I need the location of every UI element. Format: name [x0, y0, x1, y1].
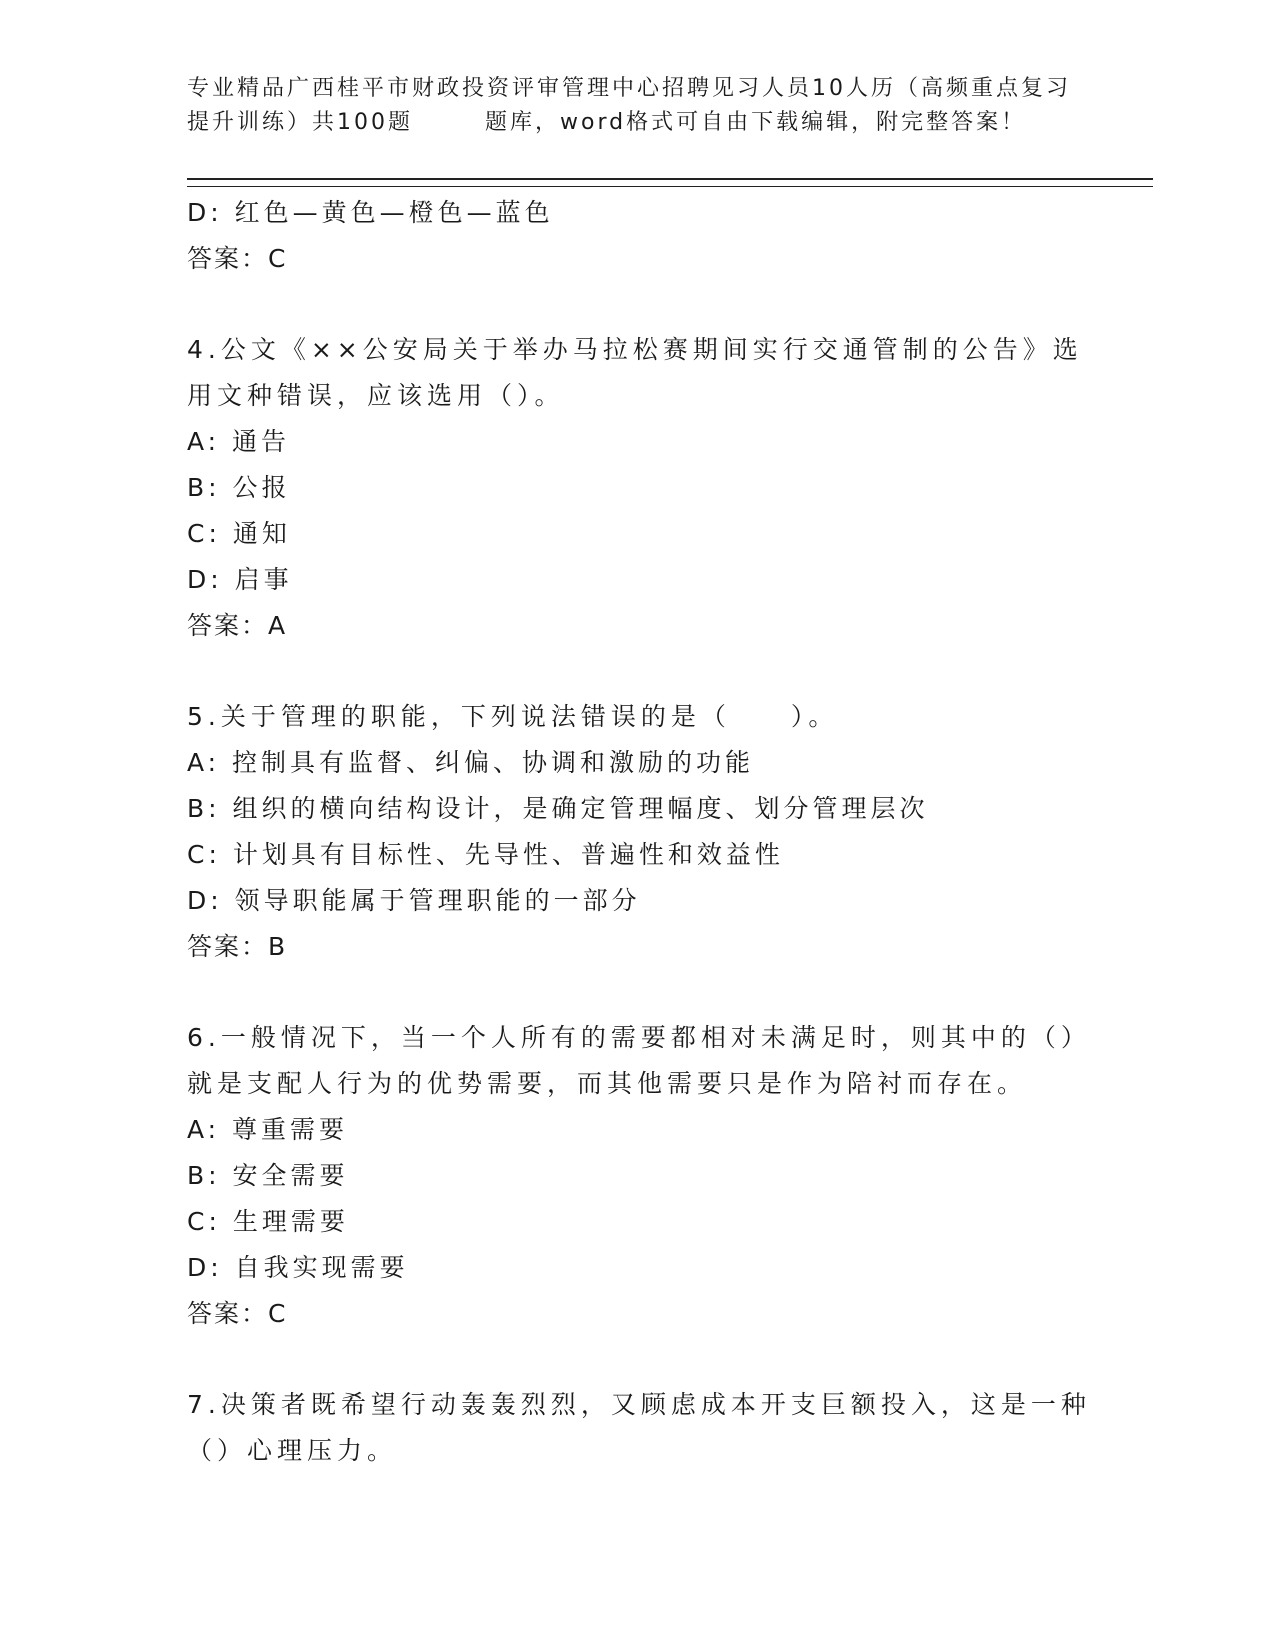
question-5-answer: 答案：B: [187, 932, 288, 961]
header-title-line-2-left: 提升训练）共100题: [187, 110, 413, 135]
page-header: [187, 72, 1087, 140]
header-divider: [187, 178, 1153, 187]
question-6-option-b: B: 安全需要: [187, 1161, 349, 1190]
question-6-option-a: A: 尊重需要: [187, 1115, 349, 1144]
question-6-text-line: 就是支配人行为的优势需要，而其他需要只是作为陪衬而存在。: [187, 1069, 1028, 1098]
question-4-answer: 答案：A: [187, 611, 288, 640]
question-6-text: [187, 1015, 1091, 1107]
header-title-line-2-right: 题库，word格式可自由下载编辑，附完整答案！: [485, 110, 1027, 135]
question-4-option-a: A: 通告: [187, 427, 291, 456]
question-4-option-d: D: 启事: [187, 565, 293, 594]
document-body: [187, 190, 1091, 1474]
question-5-option-c: C: 计划具有目标性、先导性、普遍性和效益性: [187, 840, 784, 869]
question-7-text-line: 7.决策者既希望行动轰轰烈烈，又顾虑成本开支巨额投入，这是一种: [187, 1390, 1091, 1419]
question-4-option-b: B: 公报: [187, 473, 291, 502]
header-title-line-2: [187, 106, 1087, 140]
question-5-option-d: D: 领导职能属于管理职能的一部分: [187, 886, 641, 915]
question-6-option-d: D: 自我实现需要: [187, 1253, 409, 1282]
question-4-option-c: C: 通知: [187, 519, 291, 548]
question-3-option-d: D: 红色—黄色—橙色—蓝色: [187, 198, 554, 227]
question-5-text: [187, 694, 1087, 740]
question-4-text-line: 用文种错误，应该选用（）。: [187, 381, 565, 410]
question-5-option-a: A: 控制具有监督、纠偏、协调和激励的功能: [187, 748, 755, 777]
question-6-answer: 答案：C: [187, 1299, 288, 1328]
question-4-text: [187, 327, 1087, 419]
question-5-option-b: B: 组织的横向结构设计，是确定管理幅度、划分管理层次: [187, 794, 929, 823]
question-3-answer: 答案：C: [187, 244, 288, 273]
question-5-text-line: 5.关于管理的职能，下列说法错误的是（ ）。: [187, 702, 839, 731]
header-title-line-1: 专业精品广西桂平市财政投资评审管理中心招聘见习人员10人历（高频重点复习: [187, 76, 1071, 101]
question-6-text-line: 6.一般情况下，当一个人所有的需要都相对未满足时，则其中的（）: [187, 1023, 1091, 1052]
question-7-text: [187, 1382, 1091, 1474]
question-4-text-line: 4.公文《××公安局关于举办马拉松赛期间实行交通管制的公告》选: [187, 335, 1083, 364]
question-6-option-c: C: 生理需要: [187, 1207, 349, 1236]
question-7-text-line: （）心理压力。: [187, 1436, 398, 1465]
